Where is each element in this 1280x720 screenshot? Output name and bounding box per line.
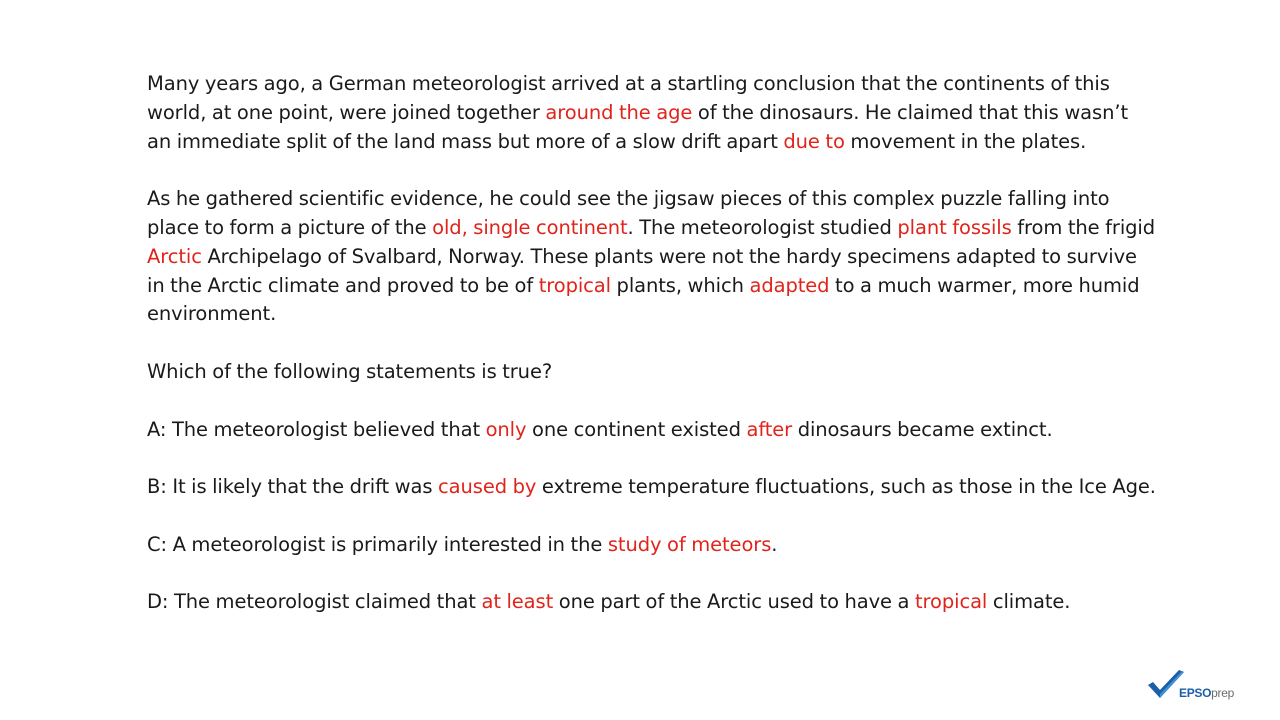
text-segment: C: A meteorologist is primarily interested in the [147, 532, 608, 556]
passage-paragraph-1 [147, 70, 1157, 156]
reading-passage [147, 70, 1157, 646]
text-segment: Many years ago, a German meteorologist arrived at a startling conclusion that the continents of this world, at one point, were joined together [147, 72, 1110, 124]
highlighted-phrase: at least [481, 590, 554, 614]
highlighted-phrase: only [485, 417, 527, 441]
text-segment: from the frigid [1011, 215, 1156, 239]
highlighted-phrase: plant fossils [897, 215, 1012, 239]
text-segment: of the dinosaurs. He claimed that this wasn’t an immediate split of the land mass but more of a slow drift apart [147, 100, 1128, 153]
highlighted-phrase: study of meteors [607, 532, 772, 556]
text-segment: . The meteorologist studied [627, 215, 898, 239]
text-segment: extreme temperature fluctuations, such as those in the Ice Age. [536, 475, 1156, 499]
option-a [147, 416, 1157, 445]
highlighted-phrase: tropical [915, 590, 988, 614]
highlighted-phrase: adapted [749, 273, 830, 297]
passage-paragraph-2 [147, 185, 1157, 329]
highlighted-phrase: tropical [538, 273, 611, 297]
text-segment: plants, which [610, 273, 750, 297]
highlighted-phrase: after [746, 417, 793, 441]
option-d [147, 588, 1157, 617]
highlighted-phrase: around the age [545, 100, 693, 124]
text-segment: movement in the plates. [844, 129, 1087, 153]
logo-brand-sub: prep [1211, 686, 1234, 700]
option-b [147, 473, 1157, 502]
text-segment: As he gathered scientific evidence, he could see the jigsaw pieces of this complex puzzle falling into place to form a picture of the [147, 187, 1110, 239]
text-segment: dinosaurs became extinct. [792, 417, 1053, 441]
highlighted-phrase: caused by [438, 475, 537, 499]
logo-brand-main: EPSO [1179, 686, 1212, 700]
highlighted-phrase: old, single continent [432, 215, 628, 239]
text-segment: Archipelago of Svalbard, Norway. These plants were not the hardy specimens adapted to survive in the Arctic climate and proved to be of [147, 244, 1137, 297]
text-segment: to a much warmer, more humid environment. [147, 273, 1140, 326]
question-prompt: Which of the following statements is true? [147, 359, 553, 383]
text-segment: climate. [987, 590, 1071, 614]
text-segment: one continent existed [526, 417, 747, 441]
epsoprep-logo [1146, 668, 1250, 704]
text-segment: . [771, 532, 778, 556]
text-segment: A: The meteorologist believed that [147, 417, 486, 441]
text-segment: one part of the Arctic used to have a [553, 590, 915, 614]
text-segment: B: It is likely that the drift was [147, 475, 439, 499]
logo-wordmark [1179, 686, 1234, 700]
highlighted-phrase: Arctic [147, 244, 202, 268]
option-c [147, 531, 1157, 560]
text-segment: D: The meteorologist claimed that [147, 590, 482, 614]
highlighted-phrase: due to [783, 129, 845, 153]
